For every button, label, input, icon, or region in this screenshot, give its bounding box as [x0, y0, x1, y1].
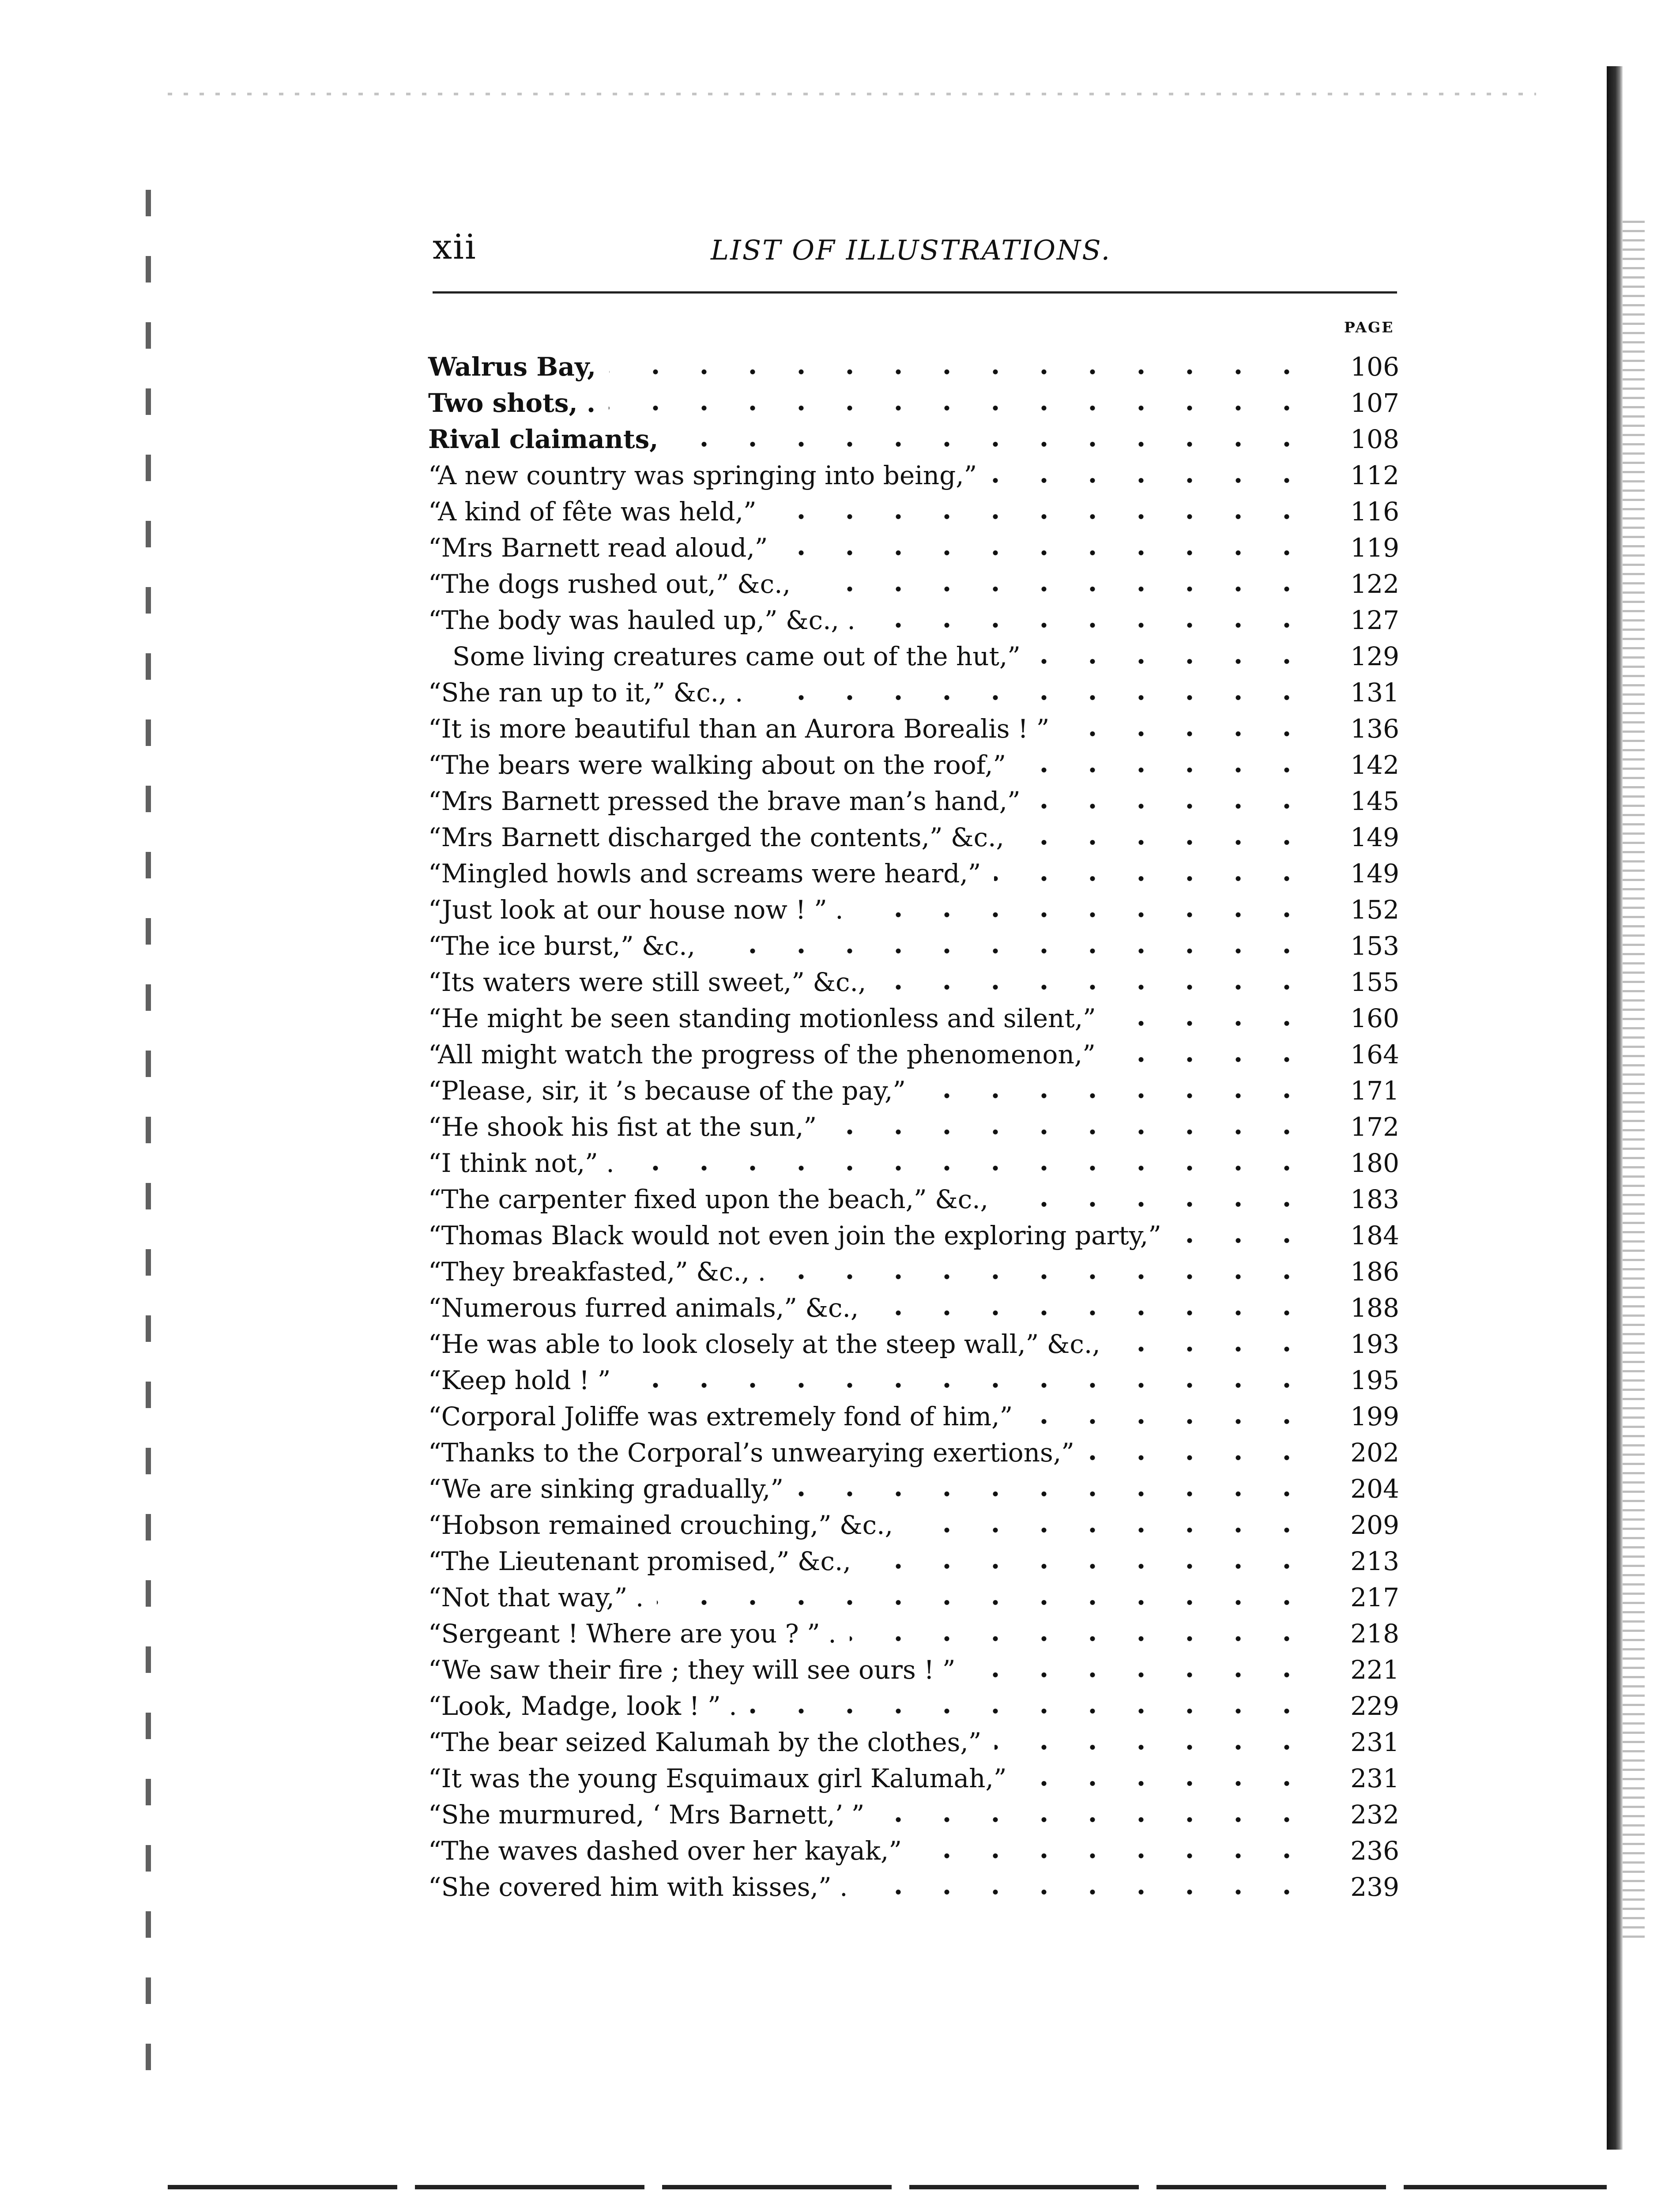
illustration-title: “It was the young Esquimaux girl Kalumah,”: [428, 1763, 1007, 1793]
illustration-entry: [411, 892, 1399, 928]
dot-leaders: [879, 964, 1311, 1000]
dot-leaders: [750, 1688, 1311, 1724]
illustration-entry: [411, 1760, 1399, 1796]
illustration-page-number: 131: [1350, 678, 1399, 708]
scan-edge-top: [168, 93, 1536, 95]
page-column-label: PAGE: [1344, 319, 1394, 336]
illustration-title: Some living creatures came out of the hut,”: [452, 641, 1021, 671]
dot-leaders: [861, 1869, 1311, 1905]
dot-leaders: [797, 1471, 1311, 1507]
illustration-page-number: 112: [1350, 460, 1399, 490]
scan-edge-right: [1607, 66, 1623, 2150]
illustration-entry: [411, 674, 1399, 711]
illustration-entry: [411, 1398, 1399, 1435]
illustration-page-number: 149: [1350, 822, 1399, 852]
illustration-page-number: 127: [1350, 605, 1399, 635]
illustration-page-number: 231: [1350, 1763, 1399, 1793]
illustration-title: “The bears were walking about on the roof,”: [428, 750, 1006, 780]
dot-leaders: [1175, 1217, 1311, 1254]
illustration-title: “It is more beautiful than an Aurora Borealis ! ”: [428, 714, 1050, 744]
illustration-page-number: 239: [1350, 1872, 1399, 1902]
illustration-page-number: 108: [1350, 424, 1399, 454]
illustration-page-number: 107: [1350, 388, 1399, 418]
dot-leaders: [906, 1507, 1311, 1543]
illustration-title: “The ice burst,” &c.,: [428, 931, 696, 961]
illustration-entry: [411, 493, 1399, 530]
illustration-entry: [411, 1688, 1399, 1724]
illustration-entry: [411, 638, 1399, 674]
dot-leaders: [708, 928, 1311, 964]
dot-leaders: [990, 457, 1311, 493]
illustration-page-number: 213: [1350, 1546, 1399, 1576]
illustration-entry: [411, 1543, 1399, 1579]
illustration-title: “Mrs Barnett read aloud,”: [428, 533, 768, 563]
illustration-entry: [411, 602, 1399, 638]
dot-leaders: [1034, 638, 1311, 674]
illustration-title: “A new country was springing into being,”: [428, 460, 977, 490]
illustration-title: “Numerous furred animals,” &c.,: [428, 1293, 859, 1323]
illustration-title: “Corporal Joliffe was extremely fond of him,”: [428, 1401, 1013, 1431]
illustration-title: “Sergeant ! Where are you ? ” .: [428, 1619, 836, 1649]
illustration-title: Two shots, .: [428, 388, 596, 418]
illustration-page-number: 160: [1350, 1003, 1399, 1033]
illustrations-list: [411, 349, 1399, 1905]
dot-leaders: [864, 1543, 1311, 1579]
illustration-page-number: 186: [1350, 1257, 1399, 1287]
illustration-title: “The dogs rushed out,” &c.,: [428, 569, 791, 599]
illustration-title: “A kind of fête was held,”: [428, 497, 757, 527]
illustration-entry: [411, 1326, 1399, 1362]
illustration-page-number: 164: [1350, 1039, 1399, 1070]
illustration-entry: [411, 1616, 1399, 1652]
illustration-title: “They breakfasted,” &c., .: [428, 1257, 766, 1287]
dot-leaders: [756, 674, 1311, 711]
illustration-title: “He was able to look closely at the steep wall,” &c.,: [428, 1329, 1100, 1359]
illustration-title: “The carpenter fixed upon the beach,” &c.,: [428, 1184, 989, 1214]
illustration-entry: [411, 747, 1399, 783]
illustration-entry: [411, 1254, 1399, 1290]
dot-leaders: [781, 530, 1311, 566]
illustration-page-number: 229: [1350, 1691, 1399, 1721]
dot-leaders: [804, 566, 1311, 602]
dot-leaders: [1114, 1326, 1311, 1362]
illustration-title: “Mrs Barnett pressed the brave man’s hand,”: [428, 786, 1021, 816]
illustration-page-number: 152: [1350, 895, 1399, 925]
dot-leaders: [994, 1724, 1311, 1760]
illustration-entry: [411, 1579, 1399, 1616]
dot-leaders: [994, 855, 1311, 892]
illustration-title: “We are sinking gradually,”: [428, 1474, 784, 1504]
illustration-entry: [411, 855, 1399, 892]
illustration-title: “We saw their fire ; they will see ours ! ”: [428, 1655, 956, 1685]
illustration-entry: [411, 1435, 1399, 1471]
illustration-entry: [411, 349, 1399, 385]
illustration-entry: [411, 1073, 1399, 1109]
dot-leaders: [1020, 1760, 1311, 1796]
illustration-page-number: 149: [1350, 859, 1399, 889]
dot-leaders: [624, 1362, 1311, 1398]
dot-leaders: [830, 1109, 1311, 1145]
illustration-entry: [411, 1652, 1399, 1688]
illustration-title: “Thomas Black would not even join the exploring party,”: [428, 1220, 1161, 1250]
illustration-title: “Look, Madge, look ! ” .: [428, 1691, 737, 1721]
dot-leaders: [969, 1652, 1311, 1688]
illustration-entry: [411, 1036, 1399, 1073]
illustration-entry: [411, 421, 1399, 457]
illustration-entry: [411, 1217, 1399, 1254]
illustration-entry: [411, 1362, 1399, 1398]
dot-leaders: [770, 493, 1311, 530]
dot-leaders: [1002, 1181, 1311, 1217]
illustration-entry: [411, 711, 1399, 747]
dot-leaders: [657, 1579, 1311, 1616]
page-number: xii: [433, 227, 477, 267]
illustration-page-number: 217: [1350, 1582, 1399, 1612]
illustration-entry: [411, 1833, 1399, 1869]
illustration-title: “Its waters were still sweet,” &c.,: [428, 967, 866, 997]
illustration-page-number: 129: [1350, 641, 1399, 671]
illustration-title: “The Lieutenant promised,” &c.,: [428, 1546, 851, 1576]
illustration-title: “All might watch the progress of the phenomenon,”: [428, 1039, 1096, 1070]
illustration-title: “Mingled howls and screams were heard,”: [428, 859, 981, 889]
illustration-title: “Please, sir, it ’s because of the pay,”: [428, 1076, 906, 1106]
dot-leaders: [1034, 783, 1311, 819]
illustration-page-number: 184: [1350, 1220, 1399, 1250]
illustration-entry: [411, 566, 1399, 602]
illustration-title: “He shook his fist at the sun,”: [428, 1112, 817, 1142]
illustration-page-number: 232: [1350, 1800, 1399, 1830]
illustration-page-number: 199: [1350, 1401, 1399, 1431]
illustration-title: “The waves dashed over her kayak,”: [428, 1836, 902, 1866]
illustration-title: Walrus Bay,: [428, 352, 596, 382]
illustration-title: “Mrs Barnett discharged the contents,” &c.,: [428, 822, 1004, 852]
illustration-page-number: 119: [1350, 533, 1399, 563]
illustration-title: “I think not,” .: [428, 1148, 614, 1178]
illustration-entry: [411, 1145, 1399, 1181]
illustration-title: “Just look at our house now ! ” .: [428, 895, 844, 925]
illustration-entry: [411, 1724, 1399, 1760]
illustration-entry: [411, 457, 1399, 493]
illustration-entry: [411, 819, 1399, 855]
illustration-page-number: 195: [1350, 1365, 1399, 1395]
dot-leaders: [671, 421, 1311, 457]
dot-leaders: [628, 1145, 1311, 1181]
dot-leaders: [1019, 747, 1311, 783]
illustration-page-number: 202: [1350, 1438, 1399, 1468]
illustration-entry: [411, 964, 1399, 1000]
illustration-title: “She covered him with kisses,” .: [428, 1872, 848, 1902]
running-head: LIST OF ILLUSTRATIONS.: [711, 234, 1111, 266]
illustration-page-number: 188: [1350, 1293, 1399, 1323]
illustration-title: “She murmured, ‘ Mrs Barnett,’ ”: [428, 1800, 865, 1830]
illustration-page-number: 204: [1350, 1474, 1399, 1504]
illustration-entry: [411, 1181, 1399, 1217]
illustration-page-number: 142: [1350, 750, 1399, 780]
dot-leaders: [869, 602, 1311, 638]
dot-leaders: [1062, 711, 1311, 747]
dot-leaders: [1026, 1398, 1311, 1435]
illustration-entry: [411, 1471, 1399, 1507]
illustration-page-number: 172: [1350, 1112, 1399, 1142]
dot-leaders: [609, 385, 1311, 421]
illustration-page-number: 221: [1350, 1655, 1399, 1685]
illustration-entry: [411, 385, 1399, 421]
illustration-page-number: 106: [1350, 352, 1399, 382]
dot-leaders: [609, 349, 1311, 385]
illustration-page-number: 155: [1350, 967, 1399, 997]
illustration-page-number: 153: [1350, 931, 1399, 961]
illustration-page-number: 180: [1350, 1148, 1399, 1178]
dot-leaders: [872, 1290, 1311, 1326]
illustration-page-number: 136: [1350, 714, 1399, 744]
dot-leaders: [779, 1254, 1311, 1290]
illustration-title: “Thanks to the Corporal’s unwearying exertions,”: [428, 1438, 1074, 1468]
illustration-entry: [411, 928, 1399, 964]
illustration-page-number: 236: [1350, 1836, 1399, 1866]
scan-edge-bottom: [168, 2185, 1607, 2189]
illustration-page-number: 193: [1350, 1329, 1399, 1359]
illustration-entry: [411, 1290, 1399, 1326]
illustration-page-number: 231: [1350, 1727, 1399, 1757]
dot-leaders: [1088, 1435, 1311, 1471]
illustration-entry: [411, 530, 1399, 566]
dot-leaders: [915, 1833, 1311, 1869]
illustration-entry: [411, 1796, 1399, 1833]
illustration-entry: [411, 1109, 1399, 1145]
illustration-page-number: 145: [1350, 786, 1399, 816]
illustration-page-number: 183: [1350, 1184, 1399, 1214]
illustration-page-number: 171: [1350, 1076, 1399, 1106]
illustration-title: “The bear seized Kalumah by the clothes,”: [428, 1727, 982, 1757]
dot-leaders: [1109, 1000, 1311, 1036]
illustration-title: “Keep hold ! ”: [428, 1365, 611, 1395]
dot-leaders: [919, 1073, 1311, 1109]
dot-leaders: [1109, 1036, 1311, 1073]
illustration-page-number: 116: [1350, 497, 1399, 527]
dot-leaders: [878, 1796, 1311, 1833]
scan-edge-left: [146, 190, 151, 2110]
dot-leaders: [857, 892, 1311, 928]
dot-leaders: [1017, 819, 1311, 855]
scan-edge-right-speckle: [1623, 221, 1645, 1942]
illustration-page-number: 209: [1350, 1510, 1399, 1540]
illustration-entry: [411, 783, 1399, 819]
illustration-title: “She ran up to it,” &c., .: [428, 678, 743, 708]
dot-leaders: [850, 1616, 1311, 1652]
illustration-entry: [411, 1507, 1399, 1543]
illustration-entry: [411, 1869, 1399, 1905]
illustration-page-number: 122: [1350, 569, 1399, 599]
illustration-title: “The body was hauled up,” &c., .: [428, 605, 855, 635]
header-rule: [433, 291, 1397, 294]
illustration-entry: [411, 1000, 1399, 1036]
illustration-title: “Not that way,” .: [428, 1582, 644, 1612]
illustration-title: “Hobson remained crouching,” &c.,: [428, 1510, 893, 1540]
illustration-title: Rival claimants,: [428, 424, 659, 454]
illustration-page-number: 218: [1350, 1619, 1399, 1649]
illustration-title: “He might be seen standing motionless and silent,”: [428, 1003, 1096, 1033]
